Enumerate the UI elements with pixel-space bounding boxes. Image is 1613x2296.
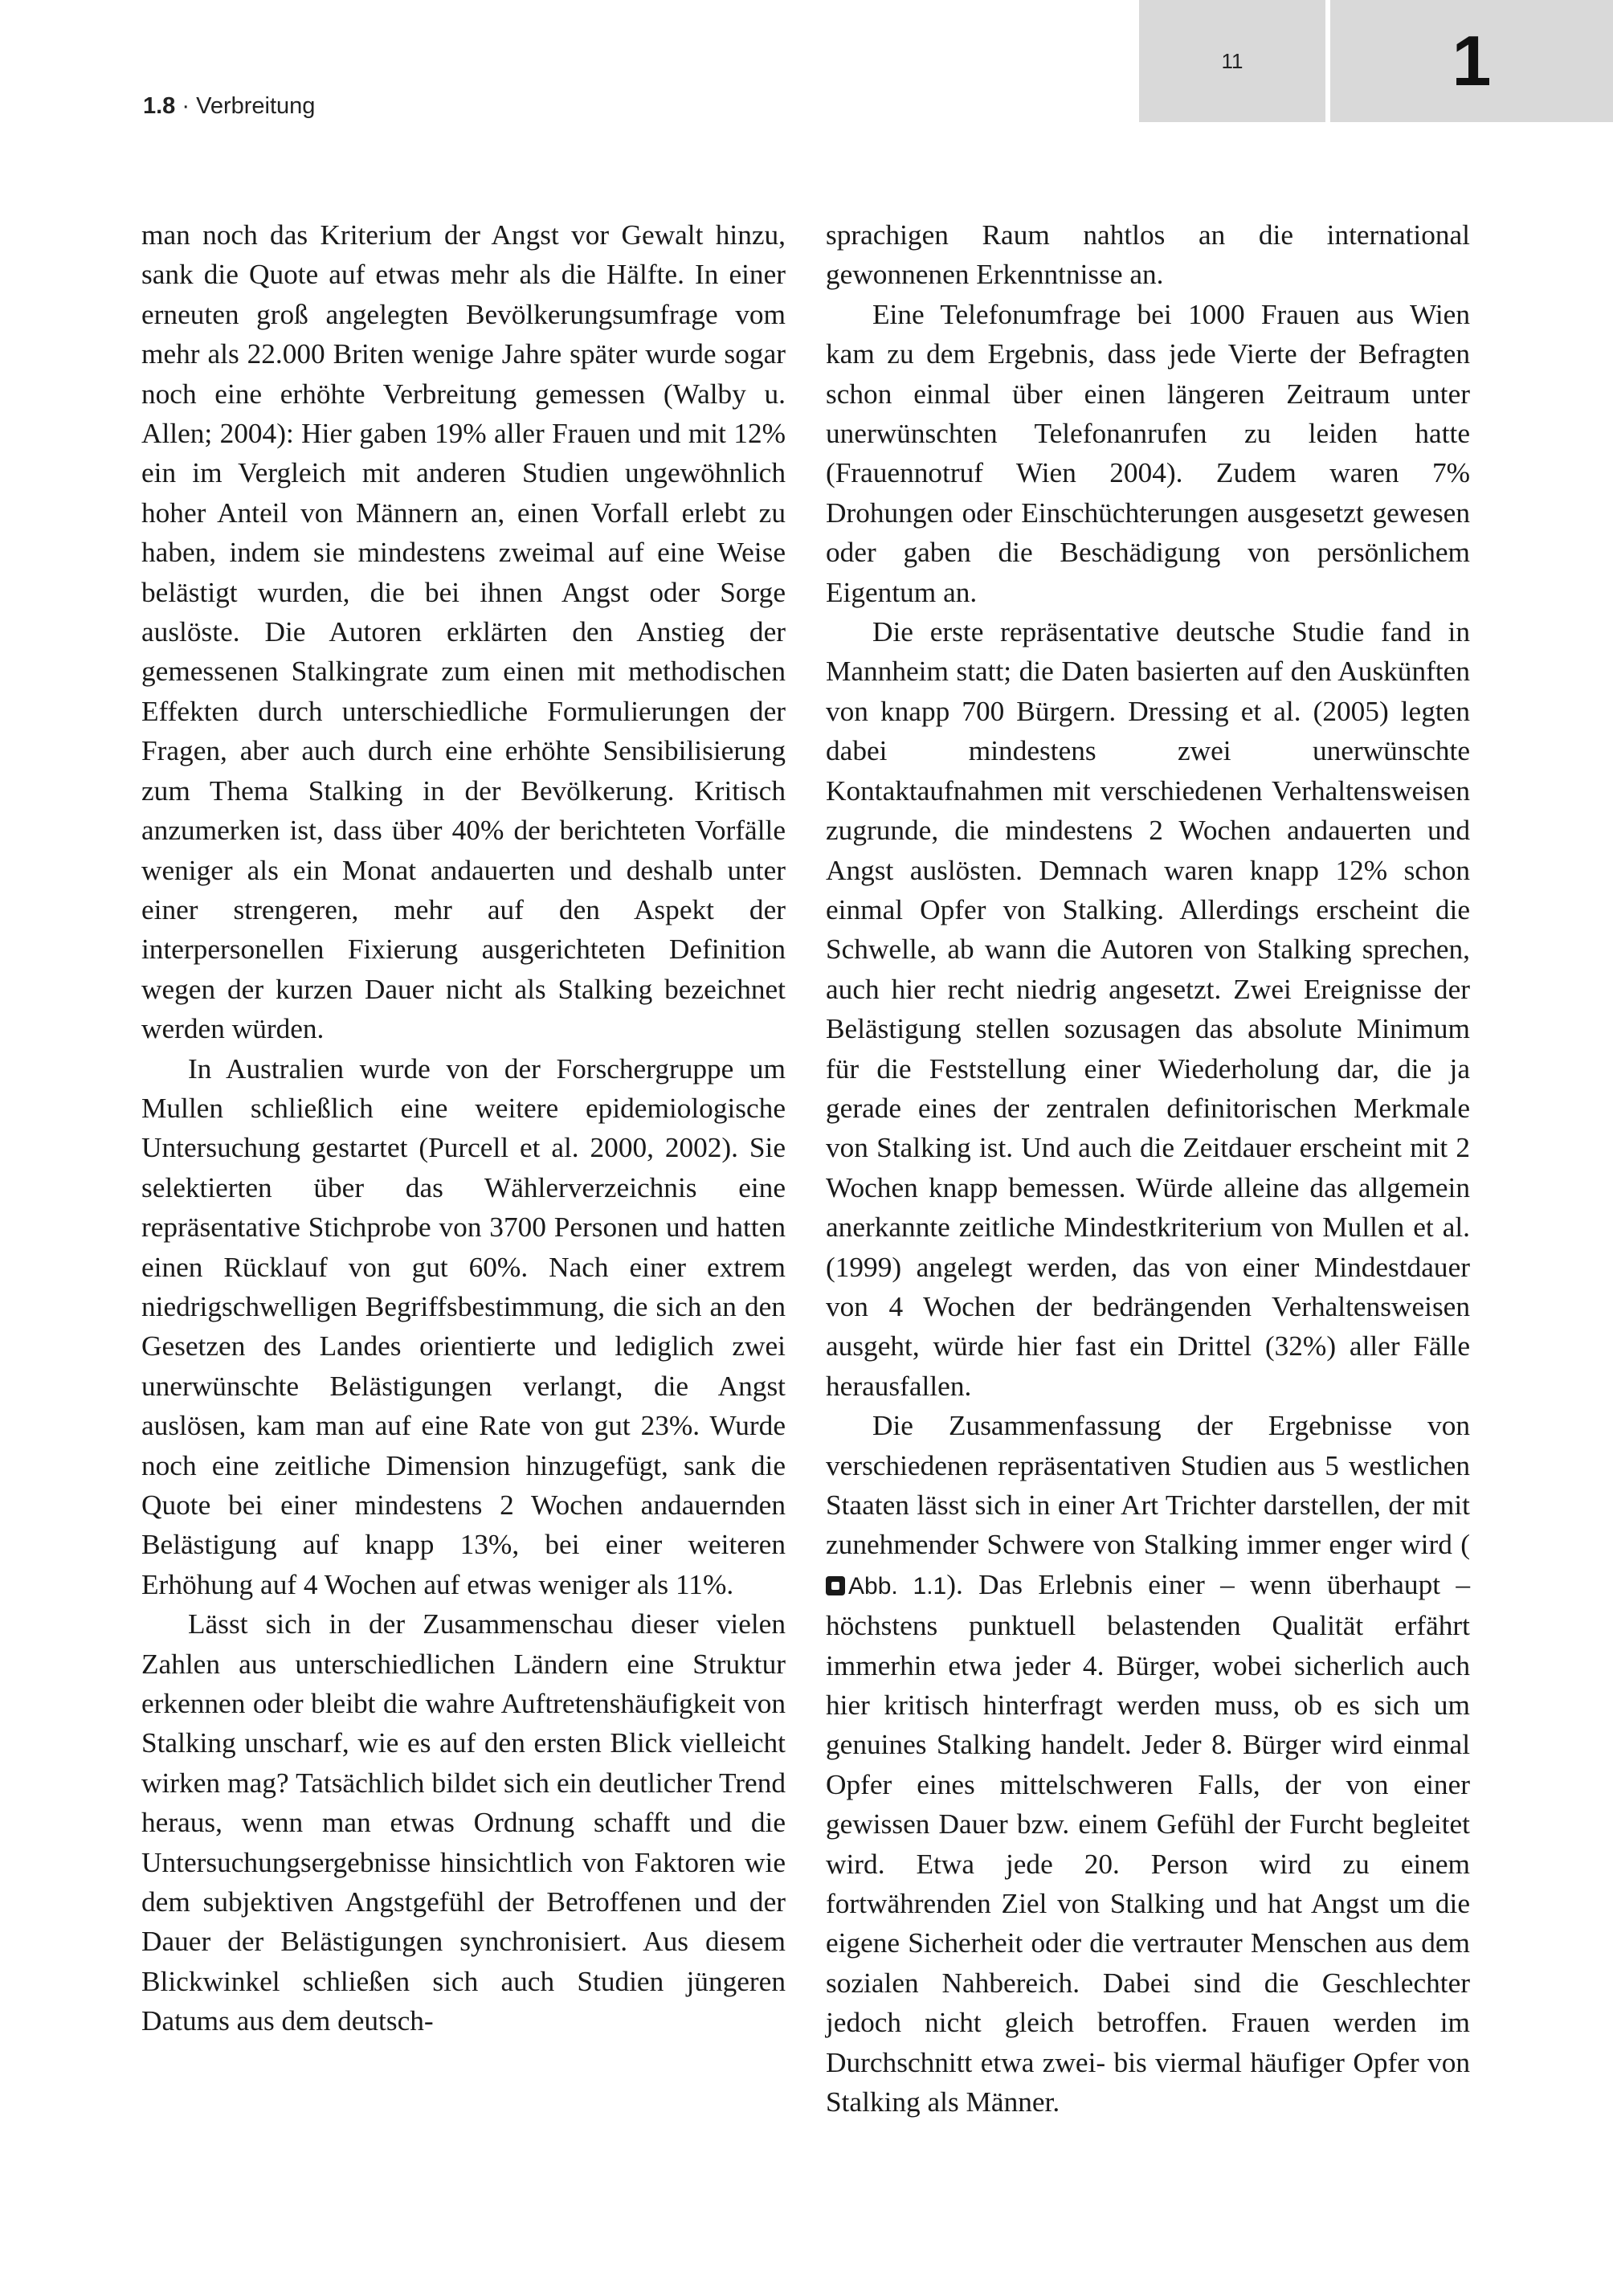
paragraph: Die erste repräsentative deutsche Studie fand in Mannheim statt; die Daten basierten auf den Auskünften von knapp 700 Bürgern. Dressing et al. (2005) legten dabei mindestens zwei unerwünschte Kontaktaufnahmen mit verschiedenen Verhaltensweisen zugrunde, die mindestens 2 Wochen andauerten und Angst auslösten. Demnach waren knapp 12% schon einmal Opfer von Stalking. Allerdings erscheint die Schwelle, ab wann die Autoren von Stalking sprechen, auch hier recht niedrig angesetzt. Zwei Ereignisse der Belästigung stellen sozusagen das absolute Minimum für die Feststellung einer Wiederholung dar, die ja gerade eines der zentralen definitorischen Merkmale von Stalking ist. Und auch die Zeitdauer erscheint mit 2 Wochen knapp bemessen. Würde alleine das allgemein anerkannte zeitliche Mindestkriterium von Mullen et al. (1999) angelegt werden, das von einer Mindestdauer von 4 Wochen der bedrängenden Verhaltensweisen ausgeht, würde hier fast ein Drittel (32%) aller Fälle herausfallen. <box>826 616 1470 1402</box>
section-number: 1.8 <box>143 93 176 119</box>
section-separator: · <box>175 93 197 119</box>
paragraph: man noch das Kriterium der Angst vor Gewalt hinzu, sank die Quote auf etwas mehr als die Hälfte. In einer erneuten groß angelegten Bevölkerungsumfrage vom mehr als 22.000 Briten wenige Jahre später wurde sogar noch eine erhöhte Verbreitung gemessen (Walby u. Allen; 2004): Hier gaben 19% aller Frauen und mit 12% ein im Vergleich mit anderen Studien ungewöhnlich hoher Anteil von Männern an, einen Vorfall erlebt zu haben, indem sie mindestens zweimal auf eine Weise belästigt wurden, die bei ihnen Angst oder Sorge auslöste. Die Autoren erklärten den Anstieg der gemessenen Stalkingrate zum einen mit methodischen Effekten durch unterschiedliche Formulierungen der Fragen, aber auch durch eine erhöhte Sensibilisierung zum Thema Stalking in der Bevölkerung. Kritisch anzumerken ist, dass über 40% der berichteten Vorfälle weniger als ein Monat andauerten und deshalb unter einer strengeren, mehr auf den Aspekt der interpersonellen Fixierung ausgerichteten Definition wegen der kurzen Dauer nicht als Stalking bezeichnet werden würden. <box>141 219 786 1045</box>
chapter-number-tab: 1 <box>1330 0 1613 122</box>
paragraph-text: ). Das Erlebnis einer – wenn überhaupt – höchstens punktuell belastenden Qualität erfährt immerhin etwa jeder 4. Bürger, wobei sicherlich auch hier kritisch hinterfragt werden muss, ob es sich um genuines Stalking handelt. Jeder 8. Bürger wird einmal Opfer eines mittelschweren Falls, der von einer gewissen Dauer bzw. einem Gefühl der Furcht begleitet wird. Etwa jede 20. Person wird zu einem fortwährenden Ziel von Stalking und hat Angst um die eigene Sicherheit oder die vertrauter Menschen aus dem sozialen Nahbereich. Dabei sind die Geschlechter jedoch nicht gleich betroffen. Frauen werden im Durchschnitt etwa zwei- bis viermal häufiger Opfer von Stalking als Männer. <box>826 1568 1470 2118</box>
left-column <box>141 215 786 2041</box>
paragraph <box>826 1406 1470 2122</box>
paragraph: Lässt sich in der Zusammenschau dieser vielen Zahlen aus unterschiedlichen Ländern eine Struktur erkennen oder bleibt die wahre Auftretenshäufigkeit von Stalking unscharf, wie es auf den ersten Blick vielleicht wirken mag? Tatsächlich bildet sich ein deutlicher Trend heraus, wenn man etwas Ordnung schafft und die Untersuchungsergebnisse hinsichtlich von Faktoren wie dem subjektiven Angstgefühl der Betroffenen und der Dauer der Belästigungen synchronisiert. Aus diesem Blickwinkel schließen sich auch Studien jüngeren Datums aus dem deutsch- <box>141 1608 786 2037</box>
figure-reference-icon <box>826 1576 845 1595</box>
right-column <box>826 215 1470 2122</box>
paragraph-text: Die Zusammenfassung der Ergebnisse von verschiedenen repräsentativen Studien aus 5 westlichen Staaten lässt sich in einer Art Trichter darstellen, der mit zunehmender Schwere von Stalking immer enger wird ( <box>826 1410 1470 1561</box>
section-title: Verbreitung <box>196 93 316 119</box>
running-head <box>143 93 315 120</box>
figure-reference-link[interactable]: Abb. 1.1 <box>848 1572 947 1599</box>
paragraph: In Australien wurde von der Forschergruppe um Mullen schließlich eine weitere epidemiologische Untersuchung gestartet (Purcell et al. 2000, 2002). Sie selektierten über das Wählerverzeichnis eine repräsentative Stichprobe von 3700 Personen und hatten einen Rücklauf von gut 60%. Nach einer extrem niedrigschwelligen Begriffsbestimmung, die sich an den Gesetzen des Landes orientierte und lediglich zwei unerwünschte Belästigungen verlangt, die Angst auslösen, kam man auf eine Rate von gut 23%. Wurde noch eine zeitliche Dimension hinzugefügt, sank die Quote bei einer mindestens 2 Wochen andauernden Belästigung auf knapp 13%, bei einer weiteren Erhöhung auf 4 Wochen auf etwas weniger als 11%. <box>141 1052 786 1600</box>
page-number: 11 <box>1139 0 1325 122</box>
paragraph: sprachigen Raum nahtlos an die international gewonnenen Erkenntnisse an. <box>826 219 1470 291</box>
paragraph: Eine Telefonumfrage bei 1000 Frauen aus Wien kam zu dem Ergebnis, dass jede Vierte der Befragten schon einmal über einen längeren Zeitraum unter unerwünschten Telefonanrufen zu leiden hatte (Frauennotruf Wien 2004). Zudem waren 7% Drohungen oder Einschüchterungen ausgesetzt gewesen oder gaben die Beschädigung von persönlichem Eigentum an. <box>826 298 1470 608</box>
